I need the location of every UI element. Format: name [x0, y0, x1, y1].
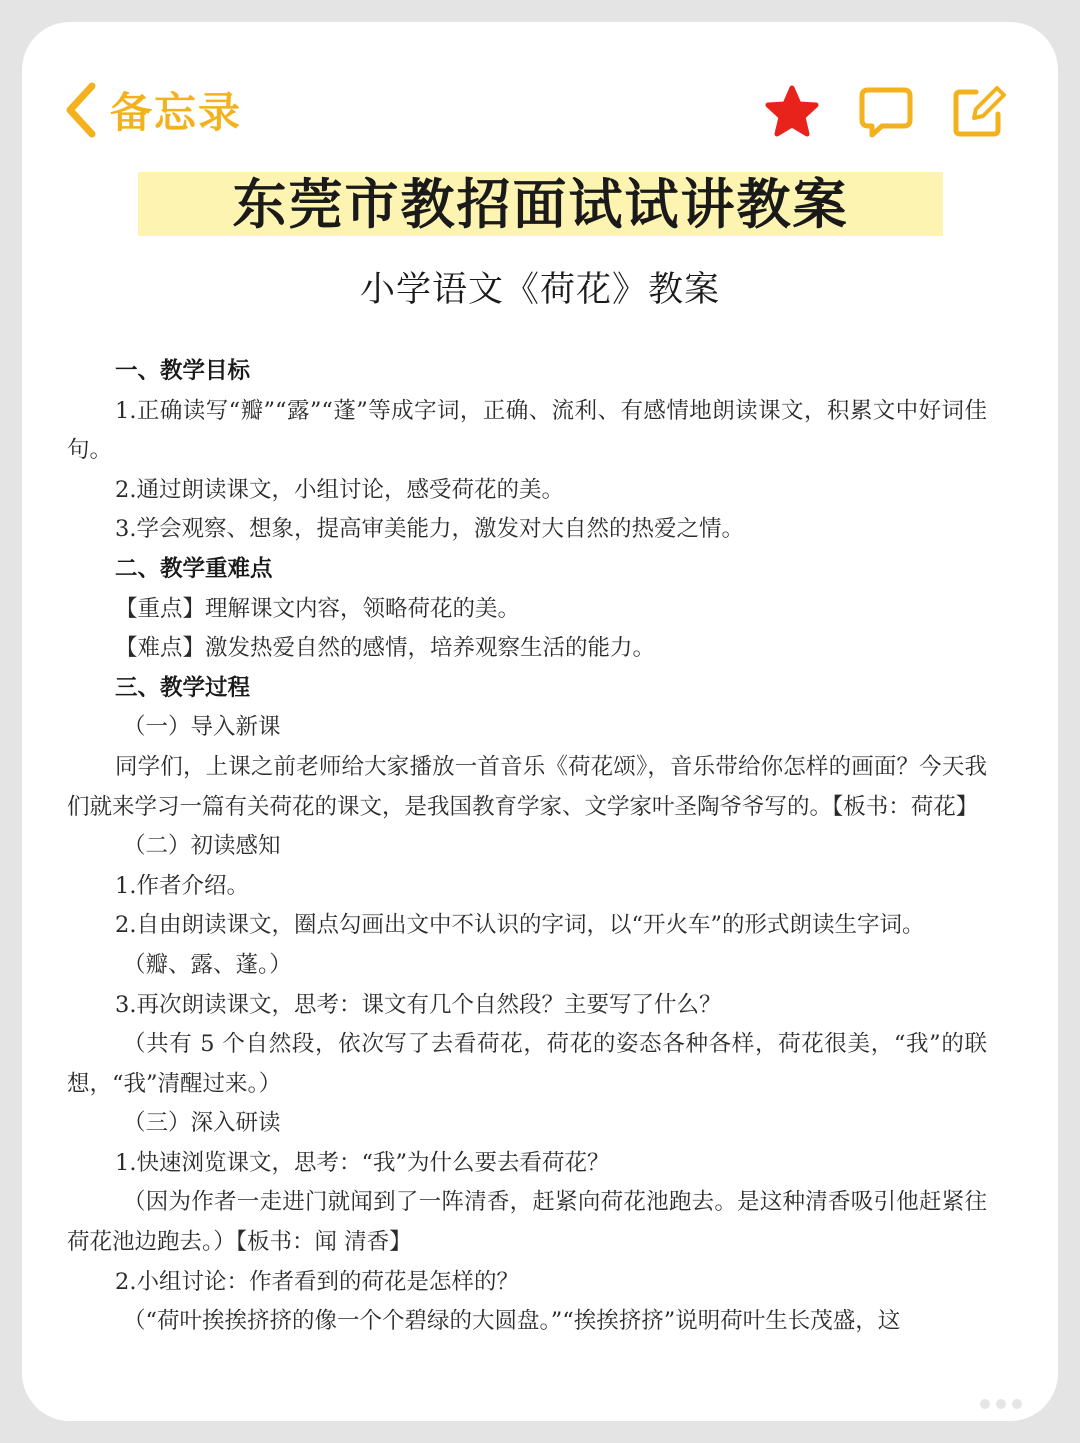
paragraph: （因为作者一走进门就闻到了一阵清香，赶紧向荷花池跑去。是这种清香吸引他赶紧往荷花池边跑去。）【板书：闻 清香】	[67, 1189, 987, 1256]
paragraph: 3.学会观察、想象，提高审美能力，激发对大自然的热爱之情。	[115, 516, 744, 543]
comment-icon	[856, 82, 916, 142]
back-label: 备忘录	[110, 88, 243, 137]
page-title: 东莞市教招面试试讲教案	[232, 172, 849, 236]
paragraph: （“荷叶挨挨挤挤的像一个个碧绿的大圆盘。”“挨挨挤挤”说明荷叶生长茂盛，这	[123, 1308, 901, 1335]
note-page	[22, 22, 1058, 1421]
paragraph: 【难点】激发热爱自然的感情，培养观察生活的能力。	[115, 635, 656, 662]
paragraph: 3.再次朗读课文，思考：课文有几个自然段？主要写了什么？	[115, 991, 722, 1018]
edit-button[interactable]	[948, 82, 1008, 142]
paragraph: 2.小组讨论：作者看到的荷花是怎样的？	[115, 1268, 519, 1295]
navigation-bar	[22, 22, 1058, 172]
favorite-button[interactable]	[762, 82, 822, 142]
edit-icon	[948, 82, 1008, 142]
section-heading: 三、教学过程	[115, 674, 251, 701]
section-heading: 一、教学目标	[115, 358, 251, 384]
paragraph: 1.快速浏览课文，思考：“我”为什么要去看荷花？	[115, 1149, 610, 1176]
paragraph: 1.作者介绍。	[115, 872, 249, 899]
page-subtitle: 小学语文《荷花》教案	[359, 270, 720, 310]
back-button[interactable]	[62, 78, 242, 142]
paragraph: 【重点】理解课文内容，领略荷花的美。	[115, 595, 521, 622]
paragraph: （瓣、露、蓬。）	[123, 951, 292, 978]
section-heading: 二、教学重难点	[115, 555, 273, 582]
comment-button[interactable]	[856, 82, 916, 142]
watermark-dots-icon	[978, 1397, 1024, 1411]
paragraph: （一）导入新课	[123, 714, 281, 741]
paragraph: （三）深入研读	[123, 1110, 281, 1137]
paragraph: 同学们，上课之前老师给大家播放一首音乐《荷花颂》，音乐带给你怎样的画面？今天我们就来学习一篇有关荷花的课文，是我国教育学家、文学家叶圣陶爷爷写的。【板书：荷花】	[67, 753, 987, 820]
lesson-plan-body	[67, 352, 987, 1342]
chevron-left-icon	[62, 81, 98, 139]
paragraph: 2.自由朗读课文，圈点勾画出文中不认识的字词，以“开火车”的形式朗读生字词。	[115, 912, 925, 939]
star-icon	[762, 82, 822, 142]
paragraph: 2.通过朗读课文，小组讨论，感受荷花的美。	[115, 476, 564, 503]
paragraph: （共有 5 个自然段，依次写了去看荷花，荷花的姿态各种各样，荷花很美，“我”的联想，“我”清醒过来。）	[67, 1031, 987, 1097]
paragraph: （二）初读感知	[123, 833, 281, 860]
paragraph: 1.正确读写“瓣”“露”“蓬”等成字词，正确、流利、有感情地朗读课文，积累文中好词佳句。	[67, 397, 987, 464]
